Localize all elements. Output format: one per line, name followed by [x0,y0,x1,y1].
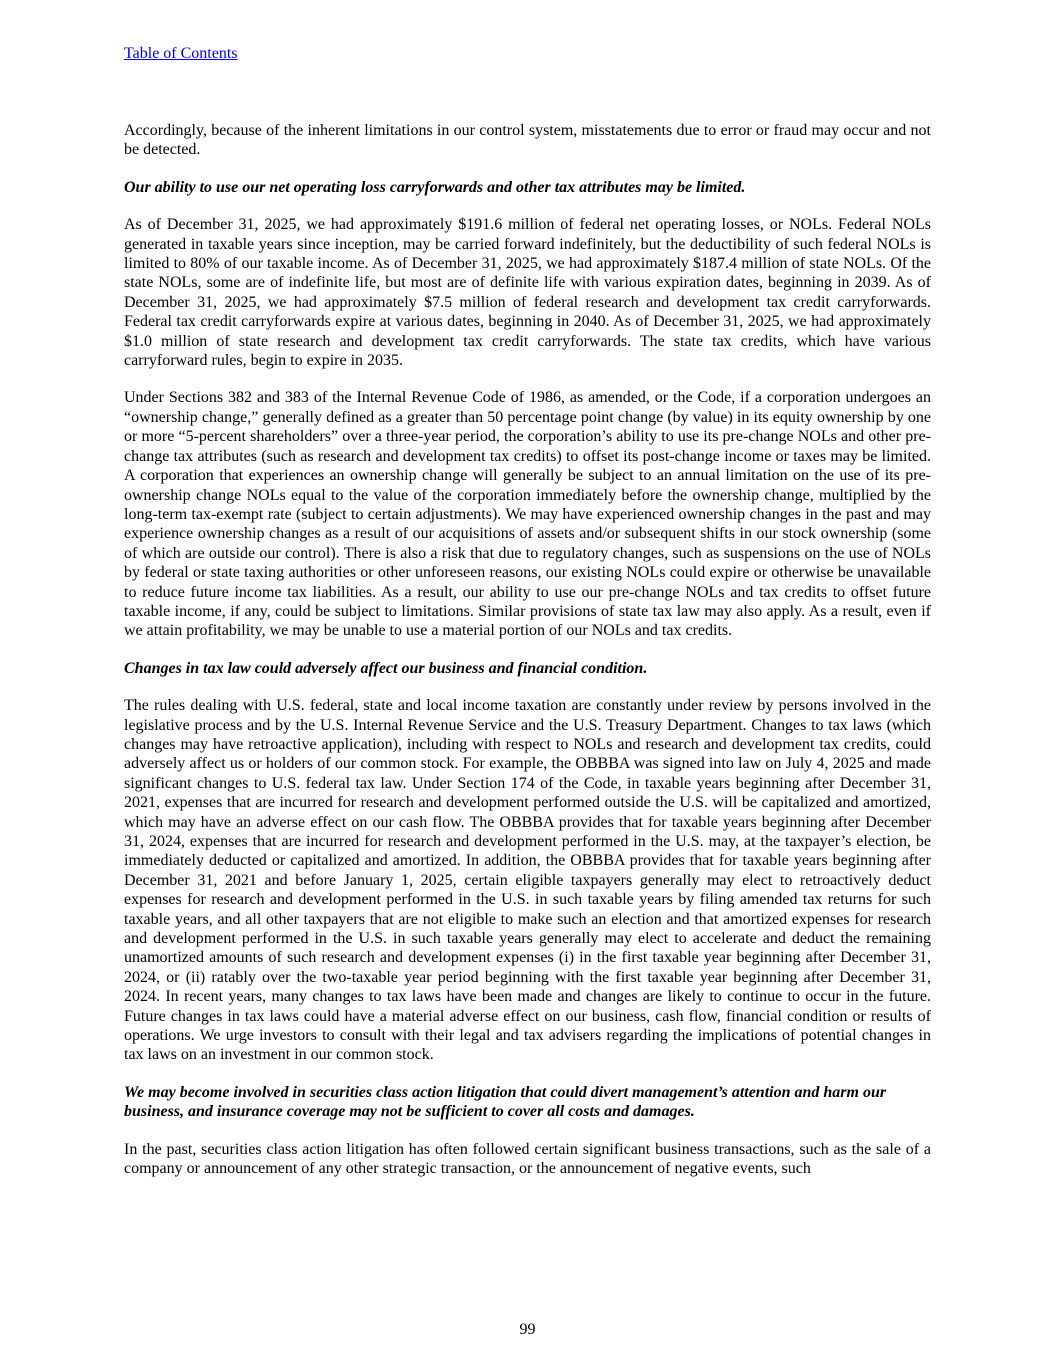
paragraph-section-382: Under Sections 382 and 383 of the Internal Revenue Code of 1986, as amended, or the Code, if a corporation undergoes an “ownership change,” generally defined as a greater than 50 percentage point change (by value) in its equity ownership by one or more “5-percent shareholders” over a three-year period, the corporation’s ability to use its pre-change NOLs and other pre-change tax attributes (such as research and development tax credits) to offset its post-change income or taxes may be limited. A corporation that experiences an ownership change will generally be subject to an annual limitation on the use of its pre-ownership change NOLs equal to the value of the corporation immediately before the ownership change, multiplied by the long-term tax-exempt rate (subject to certain adjustments). We may have experienced ownership changes in the past and may experience ownership changes as a result of our acquisitions of assets and/or subsequent shifts in our stock ownership (some of which are outside our control). There is also a risk that due to regulatory changes, such as suspensions on the use of NOLs by federal or state taxing authorities or other unforeseen reasons, our existing NOLs could expire or otherwise be unavailable to reduce future income tax liabilities. As a result, our ability to use our pre-change NOLs and tax credits to offset future taxable income, if any, could be subject to limitations. Similar provisions of state tax law may also apply. As a result, even if we attain profitability, we may be unable to use a material portion of our NOLs and tax credits. [124,389,931,640]
paragraph-tax-law-changes: The rules dealing with U.S. federal, state and local income taxation are constantly under review by persons involved in the legislative process and by the U.S. Internal Revenue Service and the U.S. Treasury Department. Changes to tax laws (which changes may have retroactive application), including with respect to NOLs and research and development tax credits, could adversely affect us or holders of our common stock. For example, the OBBBA was signed into law on July 4, 2025 and made significant changes to U.S. federal tax law. Under Section 174 of the Code, in taxable years beginning after December 31, 2021, expenses that are incurred for research and development performed outside the U.S. will be capitalized and amortized, which may have an adverse effect on our cash flow. The OBBBA provides that for taxable years beginning after December 31, 2024, expenses that are incurred for research and development performed in the U.S. may, at the taxpayer’s election, be immediately deducted or capitalized and amortized. In addition, the OBBBA provides that for taxable years beginning after December 31, 2021 and before January 1, 2025, certain eligible taxpayers generally may elect to retroactively deduct expenses for research and development performed in the U.S. in such taxable years by filing amended tax returns for such taxable years, and all other taxpayers that are not eligible to make such an election and that amortized expenses for research and development performed in the U.S. in such taxable years generally may elect to accelerate and deduct the remaining unamortized amounts of such research and development expenses (i) in the first taxable year beginning after December 31, 2024, or (ii) ratably over the two-taxable year period beginning with the first taxable year beginning after December 31, 2024. In recent years, many changes to tax laws have been made and changes are likely to continue to occur in the future. Future changes in tax laws could have a material adverse effect on our business, cash flow, financial condition or results of operations. We urge investors to consult with their legal and tax advisers regarding the implications of potential changes in tax laws on an investment in our common stock. [124,697,931,1064]
paragraph-class-action-litigation: In the past, securities class action litigation has often followed certain significant business transactions, such as the sale of a company or announcement of any other strategic transaction, or the announcement of negative events, such [124,1140,931,1178]
page-number: 99 [519,1321,536,1338]
heading-nol-carryforwards: Our ability to use our net operating loss carryforwards and other tax attributes may be limited. [124,178,746,196]
table-of-contents-link[interactable]: Table of Contents [124,45,238,62]
document-body [124,121,931,1197]
paragraph-nol-amounts: As of December 31, 2025, we had approximately $191.6 million of federal net operating losses, or NOLs. Federal NOLs generated in taxable years since inception, may be carried forward indefinitely, but the deductibility of such federal NOLs is limited to 80% of our taxable income. As of December 31, 2025, we had approximately $187.4 million of state NOLs. Of the state NOLs, some are of indefinite life, but most are of definite life with various expiration dates, beginning in 2039. As of December 31, 2025, we had approximately $7.5 million of federal research and development tax credit carryforwards. Federal tax credit carryforwards expire at various dates, beginning in 2040. As of December 31, 2025, we had approximately $1.0 million of state research and development tax credit carryforwards. The state tax credits, which have various carryforward rules, begin to expire in 2035. [124,216,931,370]
heading-tax-law-changes: Changes in tax law could adversely affect our business and financial condition. [124,659,648,677]
paragraph-control-limitations: Accordingly, because of the inherent limitations in our control system, misstatements due to error or fraud may occur and not be detected. [124,122,931,159]
heading-class-action-litigation: We may become involved in securities class action litigation that could divert management’s attention and harm our business, and insurance coverage may not be sufficient to cover all costs and damages. [124,1083,887,1121]
